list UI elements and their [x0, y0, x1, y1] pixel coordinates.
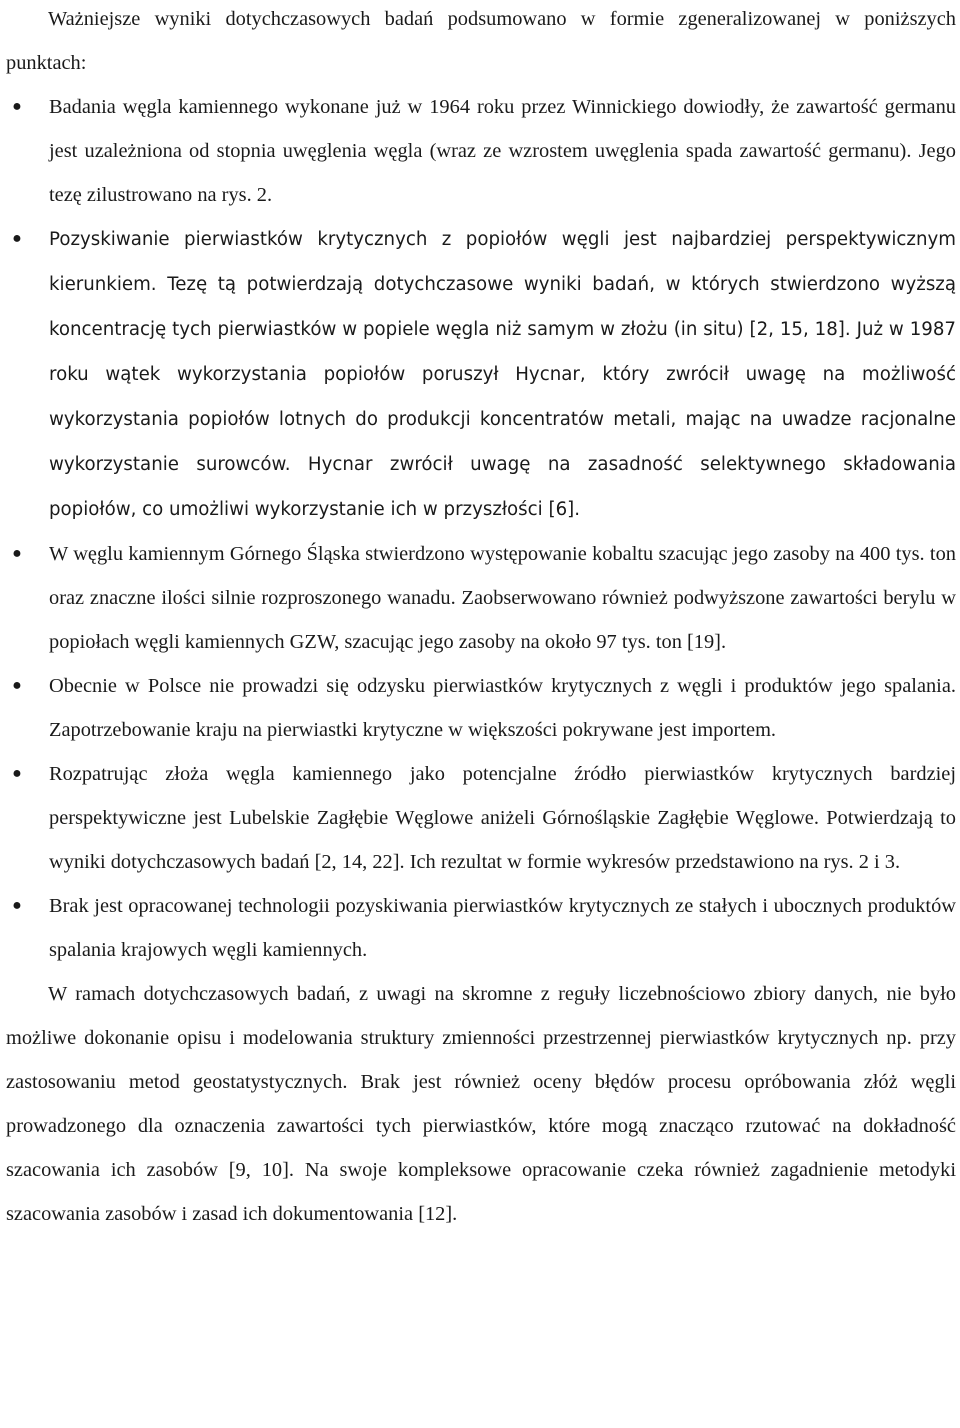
bullet-icon: ● [12, 545, 22, 562]
list-item-lead-text: Pozyskiwanie pierwiastków krytycznych z popiołów węgli jest najbardziej perspektywicznym kierunkiem. [49, 229, 956, 295]
list-item-text: Obecnie w Polsce nie prowadzi się odzysku pierwiastków krytycznych z węgli i produktów jego spalania. Zapotrzebowanie kraju na pierwiastki krytyczne w większości pokrywane jest importem. [49, 675, 956, 741]
intro-paragraph: Ważniejsze wyniki dotychczasowych badań podsumowano w formie zgeneralizowanej w poniższych punktach: [6, 8, 956, 74]
bullet-icon: ● [12, 897, 22, 914]
list-item-text: Brak jest opracowanej technologii pozyskiwania pierwiastków krytycznych ze stałych i ubocznych produktów spalania krajowych węgli kamiennych. [49, 895, 956, 961]
bullet-icon: ● [12, 765, 22, 782]
document-page [6, 0, 956, 1236]
list-item [6, 884, 956, 972]
list-item-text: Badania węgla kamiennego wykonane już w 1964 roku przez Winnickiego dowiodły, że zawartość germanu jest uzależniona od stopnia uwęglenia węgla (wraz ze wzrostem uwęglenia spada zawartość germanu). Jego tezę zilustrowano na rys. 2. [49, 96, 956, 206]
list-item [6, 217, 956, 532]
list-item-text: Tezę tą potwierdzają dotychczasowe wyniki badań, w których stwierdzono wyższą koncentrację tych pierwiastków w popiele węgla niż samym w złożu (in situ) [2, 15, 18]. Już w 1987 roku wątek wykorzystania popiołów poruszył Hycnar, który zwrócił uwagę na możliwość wykorzystania popiołów lotnych do produkcji koncentratów metali, mając na uwadze racjonalne wykorzystanie surowców. Hycnar zwrócił uwagę na zasadność selektywnego składowania popiołów, co umożliwi wykorzystanie ich w przyszłości [6]. [49, 274, 956, 520]
list-item [6, 752, 956, 884]
bullet-icon: ● [12, 98, 22, 115]
bullet-icon: ● [12, 677, 22, 694]
list-item-text: W węglu kamiennym Górnego Śląska stwierdzono występowanie kobaltu szacując jego zasoby na 400 tys. ton oraz znaczne ilości silnie rozproszonego wanadu. Zaobserwowano również podwyższone zawartości berylu w popiołach węgli kamiennych GZW, szacując jego zasoby na około 97 tys. ton [19]. [49, 543, 956, 653]
list-item-text: Rozpatrując złoża węgla kamiennego jako potencjalne źródło pierwiastków krytycznych bardziej perspektywiczne jest Lubelskie Zagłębie Węglowe aniżeli Górnośląskie Zagłębie Węglowe. Potwierdzają to wyniki dotychczasowych badań [2, 14, 22]. Ich rezultat w formie wykresów przedstawiono na rys. 2 i 3. [49, 763, 956, 873]
findings-list [6, 85, 956, 972]
closing-paragraph: W ramach dotychczasowych badań, z uwagi na skromne z reguły liczebnościowo zbiory danych, nie było możliwe dokonanie opisu i modelowania struktury zmienności przestrzennej pierwiastków krytycznych np. przy zastosowaniu metod geostatystycznych. Brak jest również oceny błędów procesu opróbowania złóż węgli prowadzonego dla oznaczenia zawartości tych pierwiastków, które mogą znacząco rzutować na dokładność szacowania ich zasobów [9, 10]. Na swoje kompleksowe opracowanie czeka również zagadnienie metodyki szacowania zasobów i zasad ich dokumentowania [12]. [6, 983, 956, 1225]
list-item [6, 664, 956, 752]
list-item [6, 532, 956, 664]
bullet-icon: ● [12, 230, 22, 247]
list-item [6, 85, 956, 217]
